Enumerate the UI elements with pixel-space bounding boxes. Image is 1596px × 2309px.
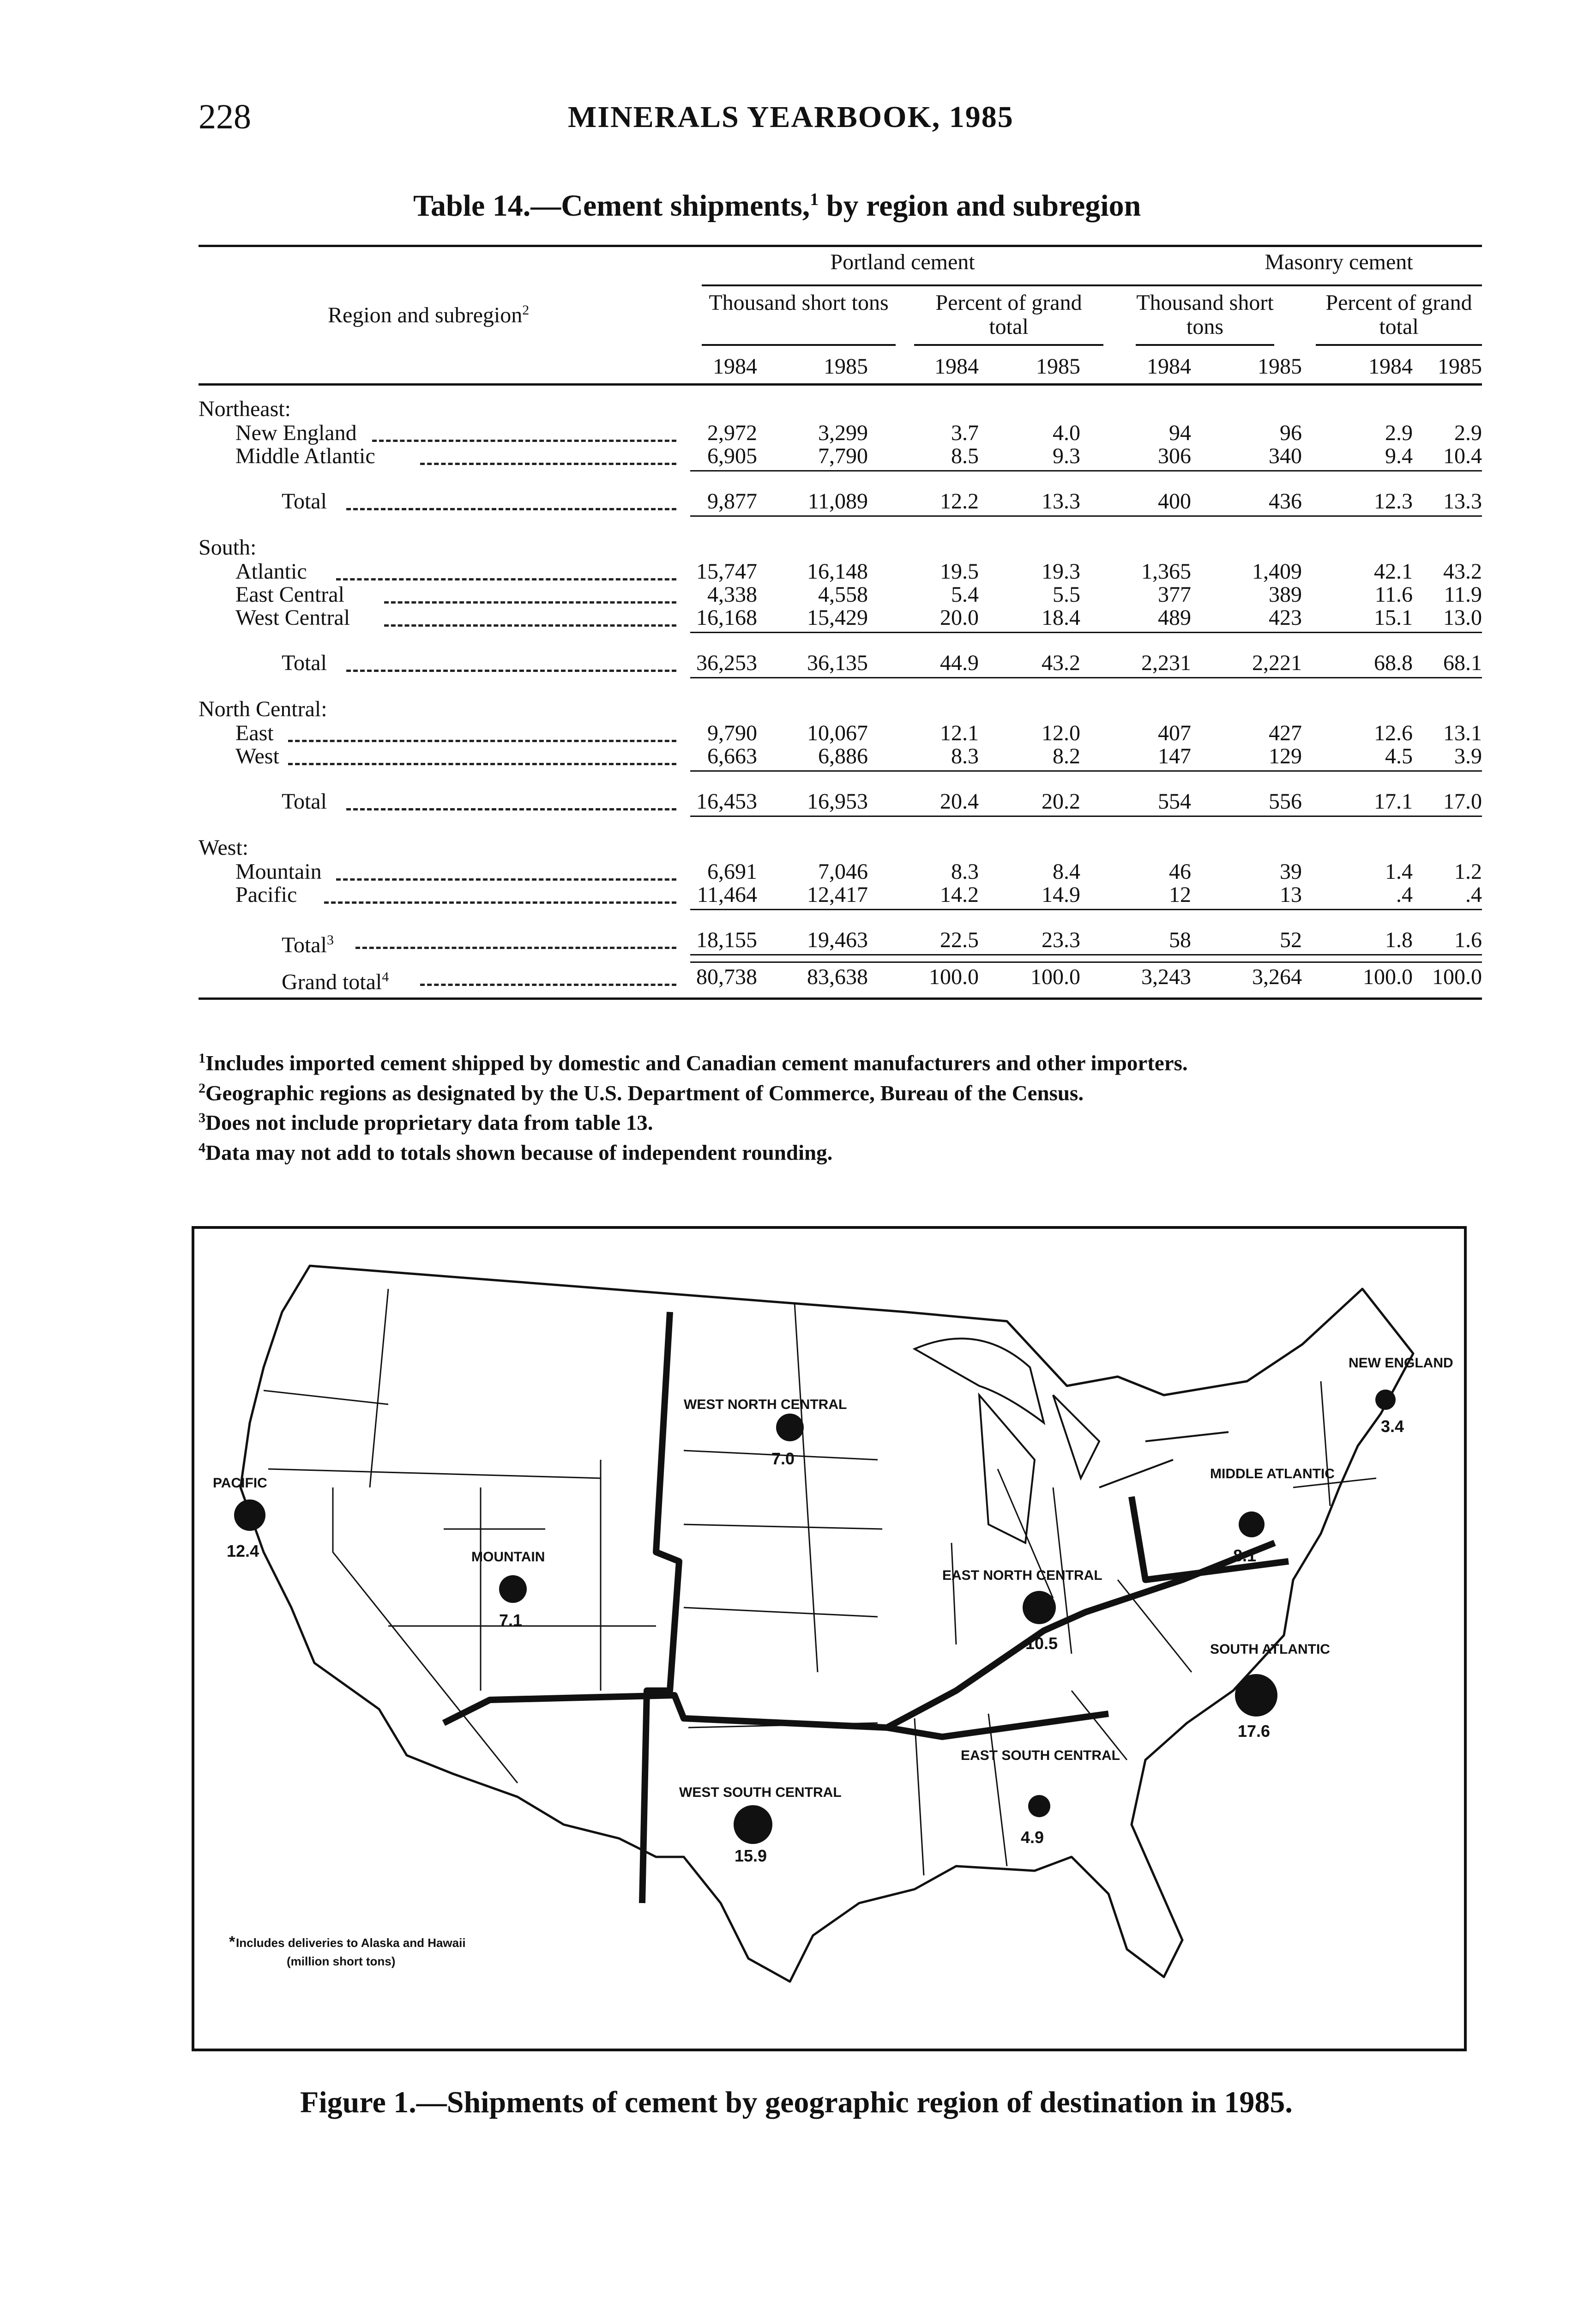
row-value-8: 1.2 [1454, 859, 1482, 884]
row-value-6: 389 [1269, 582, 1302, 607]
dot-leader [346, 670, 676, 672]
row-value-8: 10.4 [1443, 444, 1482, 468]
great-lakes [915, 1339, 1229, 1543]
footnote-1-text: Includes imported cement shipped by domestic and Canadian cement manufacturers and other importers. [205, 1051, 1188, 1076]
row-value-3: 14.2 [940, 882, 979, 907]
row-value-5: 12 [1169, 882, 1191, 907]
section-heading-2 [199, 536, 256, 560]
grand-total-value-3: 100.0 [929, 965, 979, 989]
section-rule [690, 954, 1482, 955]
grand-total-value-5: 3,243 [1141, 965, 1191, 989]
grand-total-label-text: Grand total [282, 970, 382, 994]
row-value-8: 3.9 [1454, 744, 1482, 768]
section-total-value-7: 68.8 [1374, 651, 1413, 675]
dot-leader [336, 578, 676, 580]
row-value-6: 13 [1280, 882, 1302, 907]
footnote-4 [199, 1136, 1188, 1166]
region-name-9: NEW ENGLAND [1349, 1355, 1453, 1371]
section-total-value-7: 12.3 [1374, 489, 1413, 514]
section-total-value-2: 19,463 [807, 928, 868, 952]
section-rule [690, 515, 1482, 517]
year-header-8: 1985 [1438, 354, 1482, 379]
grand-total-value-2: 83,638 [807, 965, 868, 989]
row-value-8: 2.9 [1454, 421, 1482, 445]
row-value-2: 12,417 [807, 882, 868, 907]
footnote-2-text: Geographic regions as designated by the U.S. Department of Commerce, Bureau of the Census. [205, 1081, 1084, 1106]
row-value-6: 1,409 [1252, 559, 1302, 584]
table-title [413, 188, 1141, 224]
dot-leader [384, 624, 676, 627]
row-label-text: Pacific [235, 882, 297, 907]
region-dot-6 [1028, 1795, 1050, 1817]
row-label-text: West [235, 744, 279, 768]
running-head: MINERALS YEARBOOK, 1985 [568, 100, 1014, 134]
section-total-label [282, 651, 327, 675]
dot-leader [346, 508, 676, 510]
year-header-1: 1984 [713, 354, 757, 379]
section-total-value-2: 11,089 [807, 489, 868, 514]
subheader-rule-4 [1316, 344, 1482, 346]
row-value-1: 2,972 [707, 421, 757, 445]
year-header-5: 1984 [1147, 354, 1191, 379]
region-value-9: 3.4 [1381, 1417, 1404, 1436]
row-value-6: 340 [1269, 444, 1302, 468]
section-total-value-8: 68.1 [1443, 651, 1482, 675]
section-total-value-4: 13.3 [1042, 489, 1080, 514]
row-value-7: 42.1 [1374, 559, 1413, 584]
row-value-2: 16,148 [807, 559, 868, 584]
map-note-asterisk: * [229, 1933, 235, 1951]
section-total-value-6: 556 [1269, 789, 1302, 814]
map-note-line-1: Includes deliveries to Alaska and Hawaii [236, 1936, 466, 1950]
portland-tons-header: Thousand short tons [709, 290, 889, 315]
row-value-2: 15,429 [807, 605, 868, 630]
row-label-text: New England [235, 421, 357, 445]
section-total-label-text: Total [282, 933, 327, 957]
masonry-percent-header: Percent of grand total [1325, 290, 1472, 339]
footnote-4-ref: 4 [199, 1140, 205, 1155]
row-value-2: 4,558 [818, 582, 868, 607]
row-value-1: 4,338 [707, 582, 757, 607]
dot-leader [355, 947, 676, 949]
row-value-7: .4 [1396, 882, 1413, 907]
total-rule [690, 909, 1482, 910]
section-total-value-1: 9,877 [707, 489, 757, 514]
region-dot-7 [1235, 1674, 1277, 1717]
section-total-value-5: 2,231 [1141, 651, 1191, 675]
section-total-value-5: 554 [1158, 789, 1191, 814]
row-value-3: 5.4 [951, 582, 979, 607]
row-value-2: 3,299 [818, 421, 868, 445]
row-value-7: 12.6 [1374, 721, 1413, 745]
row-label-text: West Central [235, 605, 350, 630]
row-value-8: 13.0 [1443, 605, 1482, 630]
section-rule [690, 677, 1482, 678]
section-total-label-text: Total [282, 651, 327, 675]
table-title-text: Table 14.—Cement shipments, [413, 189, 810, 223]
region-value-8: 8.1 [1233, 1546, 1257, 1565]
subheader-rule-2 [914, 344, 1103, 346]
region-dot-9 [1375, 1390, 1396, 1410]
table-title-ref: 1 [810, 190, 819, 209]
year-header-6: 1985 [1258, 354, 1302, 379]
row-label [235, 744, 279, 768]
row-value-3: 20.0 [940, 605, 979, 630]
region-name-5: EAST NORTH CENTRAL [942, 1568, 1102, 1583]
row-label [235, 860, 322, 884]
section-heading-4-text: West: [199, 835, 249, 860]
section-total-value-4: 43.2 [1042, 651, 1080, 675]
row-value-3: 19.5 [940, 559, 979, 584]
section-total-value-7: 17.1 [1374, 789, 1413, 814]
row-value-6: 129 [1269, 744, 1302, 768]
masonry-cement-header: Masonry cement [1265, 250, 1413, 274]
row-label [235, 721, 274, 745]
row-value-1: 15,747 [696, 559, 757, 584]
row-label-text: Mountain [235, 859, 322, 884]
row-value-5: 94 [1169, 421, 1191, 445]
section-total-value-5: 58 [1169, 928, 1191, 952]
section-total-label-ref: 3 [326, 932, 334, 948]
section-heading-1 [199, 397, 291, 421]
region-name-3: WEST NORTH CENTRAL [684, 1397, 847, 1412]
region-value-3: 7.0 [771, 1449, 795, 1468]
row-value-4: 8.2 [1053, 744, 1080, 768]
section-total-value-1: 16,453 [696, 789, 757, 814]
region-value-4: 15.9 [735, 1846, 767, 1865]
row-value-3: 8.5 [951, 444, 979, 468]
region-column-header-text: Region and subregion [328, 303, 523, 327]
region-dot-4 [734, 1805, 772, 1844]
row-value-1: 16,168 [696, 605, 757, 630]
section-total-value-8: 1.6 [1454, 928, 1482, 952]
grand-total-value-4: 100.0 [1030, 965, 1080, 989]
row-value-2: 7,046 [818, 859, 868, 884]
row-value-1: 6,663 [707, 744, 757, 768]
dot-leader [346, 808, 676, 810]
row-value-5: 147 [1158, 744, 1191, 768]
row-value-4: 4.0 [1053, 421, 1080, 445]
row-value-7: 4.5 [1385, 744, 1413, 768]
section-total-label [282, 490, 327, 514]
row-label-text: East Central [235, 582, 344, 607]
region-dot-8 [1239, 1511, 1265, 1537]
year-header-7: 1984 [1368, 354, 1413, 379]
section-total-value-3: 20.4 [940, 789, 979, 814]
region-value-1: 12.4 [227, 1541, 259, 1560]
section-total-value-3: 22.5 [940, 928, 979, 952]
region-name-6: EAST SOUTH CENTRAL [961, 1748, 1120, 1763]
row-value-7: 15.1 [1374, 605, 1413, 630]
region-value-5: 10.5 [1025, 1634, 1058, 1653]
footnote-2 [199, 1076, 1188, 1106]
section-total-label [282, 928, 334, 957]
dot-leader [288, 740, 676, 742]
row-value-5: 407 [1158, 721, 1191, 745]
row-label [235, 606, 350, 630]
section-total-value-7: 1.8 [1385, 928, 1413, 952]
subheader-rule-1 [702, 344, 896, 346]
section-total-value-1: 18,155 [696, 928, 757, 952]
section-total-value-8: 13.3 [1443, 489, 1482, 514]
total-rule [690, 470, 1482, 471]
section-total-label-text: Total [282, 489, 327, 514]
region-value-7: 17.6 [1238, 1722, 1271, 1741]
total-rule [690, 632, 1482, 633]
row-value-4: 12.0 [1042, 721, 1080, 745]
portland-percent-header: Percent of grand total [935, 290, 1082, 339]
section-total-value-8: 17.0 [1443, 789, 1482, 814]
portland-cement-header: Portland cement [830, 250, 975, 274]
region-boundaries [444, 1312, 1289, 1903]
section-total-value-6: 2,221 [1252, 651, 1302, 675]
grand-total-value-6: 3,264 [1252, 965, 1302, 989]
row-value-4: 19.3 [1042, 559, 1080, 584]
row-value-5: 306 [1158, 444, 1191, 468]
section-total-value-2: 16,953 [807, 789, 868, 814]
region-name-2: MOUNTAIN [471, 1549, 545, 1565]
row-value-3: 8.3 [951, 744, 979, 768]
row-label-text: East [235, 721, 274, 745]
dot-leader [336, 878, 676, 881]
row-value-6: 39 [1280, 859, 1302, 884]
footnote-3 [199, 1106, 1188, 1136]
grand-total-value-8: 100.0 [1432, 965, 1482, 989]
row-value-4: 9.3 [1053, 444, 1080, 468]
region-dot-3 [776, 1414, 804, 1441]
year-header-2: 1985 [824, 354, 868, 379]
row-value-7: 1.4 [1385, 859, 1413, 884]
footnote-2-ref: 2 [199, 1080, 205, 1096]
figure-caption: Figure 1.—Shipments of cement by geographic region of destination in 1985. [300, 2085, 1293, 2119]
row-value-2: 7,790 [818, 444, 868, 468]
region-column-header [328, 302, 529, 328]
row-label [235, 883, 297, 907]
us-regions-map [194, 1229, 1464, 2049]
row-value-3: 8.3 [951, 859, 979, 884]
row-value-1: 6,691 [707, 859, 757, 884]
dot-leader [384, 601, 676, 604]
grand-total-label [282, 965, 389, 994]
row-value-4: 5.5 [1053, 582, 1080, 607]
row-label-text: Middle Atlantic [235, 444, 375, 468]
row-value-1: 9,790 [707, 721, 757, 745]
row-value-4: 14.9 [1042, 882, 1080, 907]
masonry-tons-header: Thousand short tons [1136, 290, 1274, 339]
row-value-7: 2.9 [1385, 421, 1413, 445]
region-dot-5 [1023, 1591, 1056, 1624]
region-column-header-ref: 2 [522, 302, 530, 318]
table-footnotes [199, 1046, 1188, 1166]
section-heading-3-text: North Central: [199, 697, 327, 721]
map-note-line-2: (million short tons) [287, 1954, 396, 1968]
section-total-value-3: 12.2 [940, 489, 979, 514]
row-value-8: .4 [1465, 882, 1482, 907]
footnote-1-ref: 1 [199, 1051, 205, 1066]
footnote-4-text: Data may not add to totals shown because of independent rounding. [205, 1141, 833, 1165]
row-value-5: 489 [1158, 605, 1191, 630]
page-number: 228 [199, 97, 251, 136]
row-value-2: 10,067 [807, 721, 868, 745]
row-value-7: 9.4 [1385, 444, 1413, 468]
grand-total-value-1: 80,738 [696, 965, 757, 989]
row-value-5: 46 [1169, 859, 1191, 884]
row-value-1: 6,905 [707, 444, 757, 468]
row-value-3: 12.1 [940, 721, 979, 745]
us-outline [241, 1266, 1413, 1982]
region-name-4: WEST SOUTH CENTRAL [679, 1785, 842, 1800]
total-rule [690, 961, 1482, 963]
section-total-value-3: 44.9 [940, 651, 979, 675]
section-heading-4 [199, 836, 248, 860]
section-total-value-4: 20.2 [1042, 789, 1080, 814]
row-label [235, 560, 307, 584]
region-name-1: PACIFIC [213, 1475, 267, 1491]
dot-leader [420, 463, 676, 465]
dot-leader [288, 763, 676, 765]
row-value-1: 11,464 [697, 882, 757, 907]
grand-total-label-ref: 4 [382, 969, 389, 985]
row-label [235, 421, 357, 445]
row-value-5: 1,365 [1141, 559, 1191, 584]
row-value-2: 6,886 [818, 744, 868, 768]
group-header-rule [702, 284, 1482, 286]
footnote-3-ref: 3 [199, 1110, 205, 1126]
row-value-8: 43.2 [1443, 559, 1482, 584]
row-value-8: 13.1 [1443, 721, 1482, 745]
row-value-6: 427 [1269, 721, 1302, 745]
row-value-4: 8.4 [1053, 859, 1080, 884]
row-value-7: 11.6 [1374, 582, 1413, 607]
region-value-6: 4.9 [1021, 1828, 1044, 1847]
row-label [235, 444, 375, 468]
section-rule [690, 816, 1482, 817]
row-value-6: 96 [1280, 421, 1302, 445]
table-bottom-rule [199, 997, 1482, 1000]
year-header-3: 1984 [934, 354, 979, 379]
section-total-value-4: 23.3 [1042, 928, 1080, 952]
section-total-value-6: 436 [1269, 489, 1302, 514]
table-top-rule [199, 245, 1482, 247]
section-total-value-6: 52 [1280, 928, 1302, 952]
region-dot-2 [499, 1575, 527, 1603]
footnote-1 [199, 1046, 1188, 1076]
section-total-value-5: 400 [1158, 489, 1191, 514]
dot-leader [324, 901, 676, 904]
section-total-value-2: 36,135 [807, 651, 868, 675]
region-dot-1 [234, 1499, 265, 1531]
grand-total-value-7: 100.0 [1363, 965, 1413, 989]
region-name-8: MIDDLE ATLANTIC [1210, 1466, 1335, 1481]
header-bottom-rule [199, 383, 1482, 386]
section-total-label [282, 790, 327, 814]
section-total-value-1: 36,253 [696, 651, 757, 675]
row-label-text: Atlantic [235, 559, 307, 584]
dot-leader [372, 440, 676, 442]
region-name-7: SOUTH ATLANTIC [1210, 1642, 1330, 1657]
section-heading-2-text: South: [199, 535, 257, 560]
section-total-label-text: Total [282, 789, 327, 814]
section-heading-3 [199, 697, 327, 721]
row-label [235, 583, 344, 607]
dot-leader [420, 984, 676, 986]
shipments-map-figure [192, 1226, 1467, 2051]
subheader-rule-3 [1136, 344, 1274, 346]
year-header-4: 1985 [1036, 354, 1080, 379]
row-value-6: 423 [1269, 605, 1302, 630]
total-rule [690, 770, 1482, 772]
cement-shipments-table [199, 245, 1482, 1039]
row-value-5: 377 [1158, 582, 1191, 607]
region-value-2: 7.1 [499, 1611, 523, 1630]
table-title-tail: by region and subregion [819, 189, 1141, 223]
footnote-3-text: Does not include proprietary data from table 13. [205, 1111, 653, 1135]
row-value-8: 11.9 [1444, 582, 1482, 607]
row-value-3: 3.7 [951, 421, 979, 445]
section-heading-1-text: Northeast: [199, 397, 291, 421]
row-value-4: 18.4 [1042, 605, 1080, 630]
